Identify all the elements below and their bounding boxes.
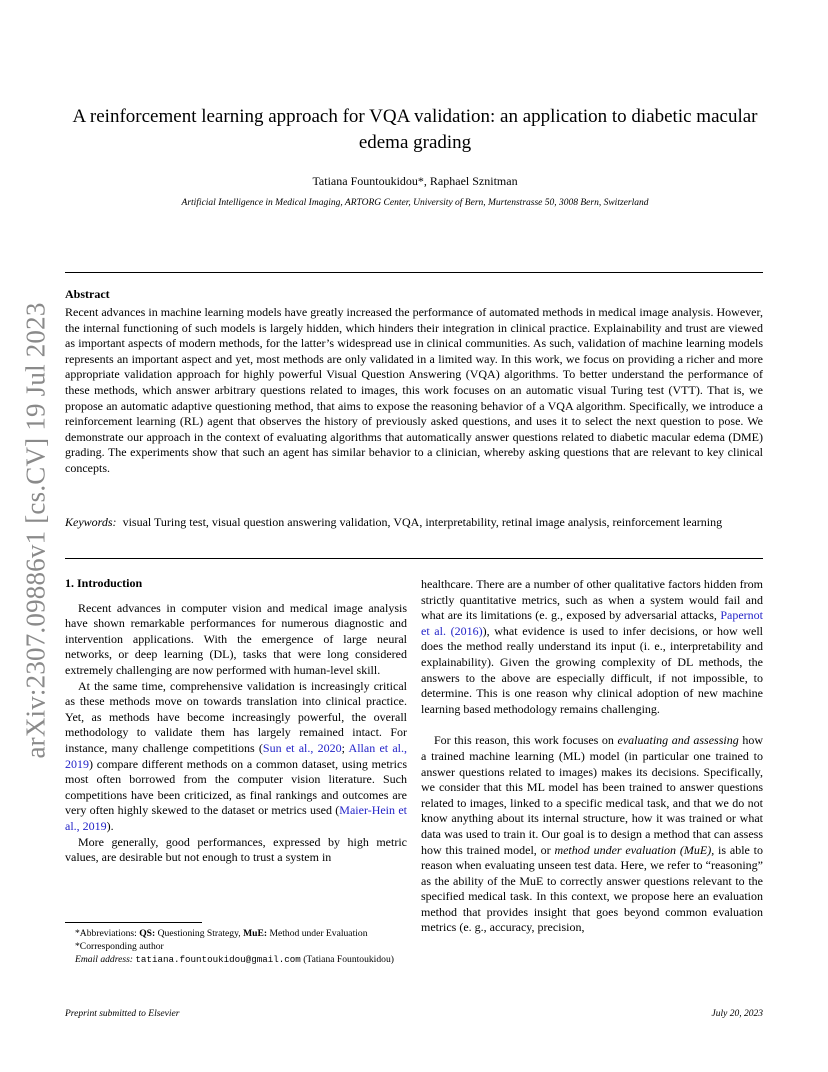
email-link[interactable]: tatiana.fountoukidou@gmail.com	[135, 954, 301, 965]
left-column	[65, 576, 407, 866]
arxiv-side-stamp	[14, 295, 58, 765]
intro-paragraph-1: Recent advances in computer vision and medical image analysis have shown remarkable performances for numerous diagnostic and intervention applications. With the emergence of large neural networks, or deep learning (DL), tasks that were long considered extremely challenging are now performed with human-level skill.	[65, 600, 407, 677]
abstract-text: Recent advances in machine learning models have greatly increased the performance of automated methods in medical image analysis. However, the internal functioning of such models is largely hidden, which hinders their integration in clinical practice. Explainability and trust are viewed as important aspects of modern methods, for the latter’s widespread use in clinical communities. As such, validation of machine learning models represents an important aspect and yet, most methods are only validated in a limited way. In this work, we focus on providing a richer and more appropriate validation approach for highly powerful Visual Question Answering (VQA) algorithms. To better understand the performance of these methods, which answer arbitrary questions related to images, this work focuses on an automatic visual Turing test (VTT). That is, we propose an automatic adaptive questioning method, that aims to expose the reasoning behavior of a VQA algorithm. Specifically, we introduce a reinforcement learning (RL) agent that observes the history of previously asked questions, and uses it to select the next question to pose. We demonstrate our approach in the context of evaluating algorithms that automatically answer questions related to diabetic macular edema (DME) grading. The experiments show that such an agent has similar behavior to a clinician, whereby asking questions that are relevant to key clinical concepts.	[65, 305, 763, 475]
keywords-text: visual Turing test, visual question answering validation, VQA, interpretability, retinal image analysis, reinforcement learning	[122, 515, 723, 529]
abstract-heading: Abstract	[65, 287, 110, 301]
keywords-label: Keywords:	[65, 515, 117, 529]
affiliation: Artificial Intelligence in Medical Imaging, ARTORG Center, University of Bern, Murtenstrasse 50, 3008 Bern, Switzerland	[181, 198, 649, 208]
footer-date: July 20, 2023	[711, 1009, 763, 1019]
citation-link[interactable]: Sun et al., 2020	[262, 740, 342, 755]
intro-paragraph-3-continued: healthcare. There are a number of other qualitative factors hidden from strictly quantitative metrics, such as when a system would fail and what are its limitations (e. g., exposed by adversarial attacks, Papernot et al. (2016)), what evidence is used to infer decisions, or how well does the method really understand its input (i. e., interpretability and explainability). Given the growing complexity of DL methods, the answers to the above are especially difficult, if not impossible, to determine. This is one reason why clinical adoption of new machine learning based methodology remains challenging.	[421, 577, 763, 716]
author-list: Tatiana Fountoukidou*, Raphael Sznitman	[312, 174, 518, 188]
citation-link[interactable]: Maier-Hein et al., 2019	[65, 803, 407, 833]
intro-paragraph-3: More generally, good performances, expressed by high metric values, are desirable but not enough to trust a system in	[65, 834, 407, 865]
footer-preprint-note: Preprint submitted to Elsevier	[65, 1009, 180, 1019]
footnote-abbreviations: *Abbreviations: QS: Questioning Strategy, MuE: Method under Evaluation	[75, 928, 368, 939]
right-column	[421, 577, 763, 936]
intro-paragraph-2: At the same time, comprehensive validation is increasingly critical as these methods move on towards translation into clinical practice. Yet, as methods have become increasingly powerful, the overall methodology to validate them has largely remained intact. For instance, many challenge competitions (Sun et al., 2020; Allan et al., 2019) compare different methods on a common dataset, using metrics most often borrowed from the computer vision literature. Such competitions have been criticized, as final rankings and outcomes are very often highly skewed to the dataset or metrics used (Maier-Hein et al., 2019).	[65, 678, 408, 833]
footnotes	[65, 927, 409, 966]
abstract-top-rule	[65, 272, 763, 273]
paper-title: A reinforcement learning approach for VQA validation: an application to diabetic macular edema grading	[72, 106, 758, 153]
citation-link[interactable]: Papernot et al. (2016)	[421, 608, 763, 638]
section-heading-introduction: 1. Introduction	[65, 576, 143, 590]
abstract-bottom-rule	[65, 558, 763, 559]
keywords	[65, 515, 763, 531]
footnote-corresponding-author: *Corresponding author	[75, 941, 164, 952]
footnote-email: Email address: tatiana.fountoukidou@gmail.com (Tatiana Fountoukidou)	[75, 954, 394, 965]
arxiv-identifier: arXiv:2307.09886v1 [cs.CV] 19 Jul 2023	[20, 301, 51, 759]
intro-paragraph-4: For this reason, this work focuses on evaluating and assessing how a trained machine learning (ML) model (in particular one trained to answer questions related to images) makes its decisions. Specifically, we consider that this ML model has been trained to answer questions related to images, linked to a specific medical task, and that we do not know anything about its internal structure, how it was trained or what data was used to train it. Our goal is to design a method that can assess how this trained model, or method under evaluation (MuE), is able to reason when evaluating unseen test data. Here, we refer to “reasoning” as the ability of the MuE to correctly answer questions relevant to the specified medical task. In this context, we propose here an evaluation method that provides insight that goes beyond common evaluation metrics (e. g., accuracy, precision,	[421, 733, 764, 935]
citation-link[interactable]: Allan et al., 2019	[65, 740, 408, 771]
footnote-rule	[65, 922, 202, 923]
